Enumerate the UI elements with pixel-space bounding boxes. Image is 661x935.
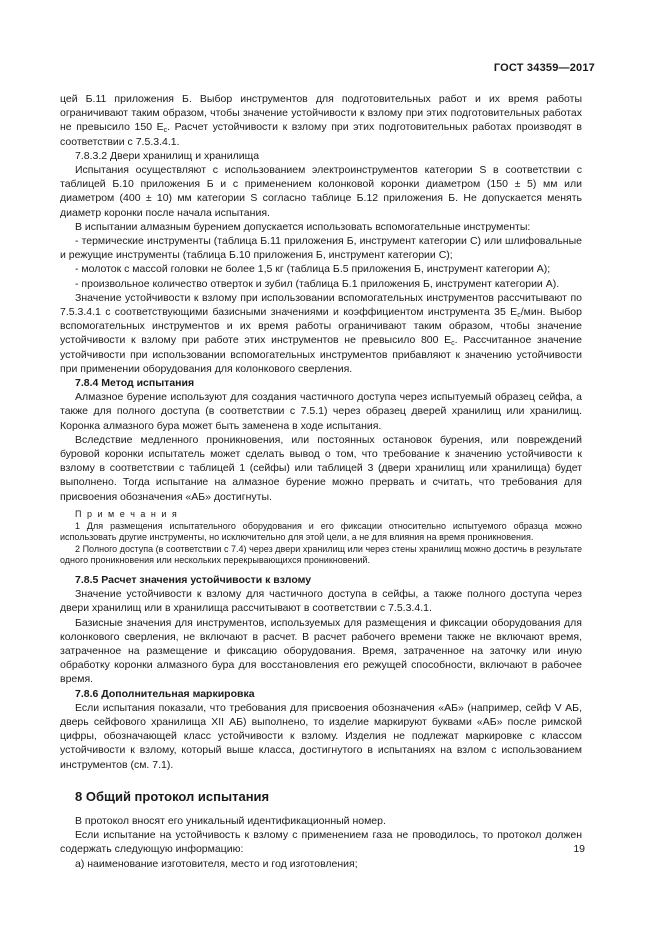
paragraph: Значение устойчивости к взлому для частичного доступа в сейфы, а также полного доступа через двери хранилищ или в хранилища рассчитывают в соответствии с 7.5.3.4.1. xyxy=(60,588,582,615)
subsection-heading-7832: 7.8.3.2 Двери хранилищ и хранилища xyxy=(75,149,260,162)
paragraph: Вследствие медленного проникновения, или постоянных остановок бурения, или повреждений буровой коронки испытатель может сделать вывод о том, что требование к значению устойчивости к взлому в соответствии с таблицей 1 (сейфы) или таблицей 3 (двери хранилищ или хранилища) будет выполнено. Тогда испытание на алмазное бурение можно прервать и считать, что требования для присвоения обозначения «АБ» достигнуты. xyxy=(60,433,582,503)
list-item: - произвольное количество отверток и зубил (таблица Б.1 приложения Б, инструмент категории А). xyxy=(75,277,560,290)
paragraph: цей Б.11 приложения Б. Выбор инструментов для подготовительных работ и их время работы ограничивают таким образом, чтобы значение устойчивости к взлому при этих подготовительных работах не превысило 150 $Е_c$. Расчет устойчивости к взлому при этих подготовительных работах производят в соответствии с 7.5.3.4.1. xyxy=(60,93,582,148)
section-heading-784: 7.8.4 Метод испытания xyxy=(75,377,195,390)
paragraph: В протокол вносят его уникальный идентификационный номер. xyxy=(75,814,386,827)
paragraph: Алмазное бурение используют для создания частичного доступа через испытуемый образец сейфа, а также для полного доступа (в соответствии с 7.5.1) через образец дверей хранилищ или хранилищ. Коронка алмазного бура может быть заменена в ходе испытания. xyxy=(60,391,582,432)
paragraph: Базисные значения для инструментов, используемых для размещения и фиксации оборудования для колонкового сверления, не включают в расчет. В расчет рабочего времени также не включают время, затраченное на размещение и фиксацию оборудования. Время, затраченное на заточку или иную обработку коронки алмазного бура для восстановления его режущей способности, включают в рабочее время. xyxy=(60,616,582,686)
paragraph: Если испытания показали, что требования для присвоения обозначения «АБ» (например, сейф V АБ, дверь сейфового хранилища XII АБ) выполнено, то изделие маркируют буквами «АБ» после римской цифры, обозначающей класс устойчивости к взлому. Изделия не подлежат маркировке с классом устойчивости к взлому, который выше класса, достигнутого в испытаниях на взлом с использованием инструментов (см. 7.1). xyxy=(60,701,582,771)
list-item: - молоток с массой головки не более 1,5 кг (таблица Б.5 приложения Б, инструмент категории А); xyxy=(75,263,551,276)
notes-title: П р и м е ч а н и я xyxy=(75,508,179,519)
page-number: 19 xyxy=(573,843,585,855)
section-heading-8: 8 Общий протокол испытания xyxy=(75,788,270,804)
section-heading-786: 7.8.6 Дополнительная маркировка xyxy=(75,687,255,700)
paragraph: В испытании алмазным бурением допускается использовать вспомогательные инструменты: xyxy=(75,220,531,233)
paragraph: Испытания осуществляют с использованием электроинструментов категории S в соответствии с таблицей Б.10 приложения Б и с применением колонковой коронки диаметром (150 ± 5) мм или диаметром (400 ± 10) мм категории S согласно таблице Б.12 приложения Б. Не допускается менять диаметр коронки после начала испытания. xyxy=(60,164,582,219)
note: 2 Полного доступа (в соответствии с 7.4) через двери хранилищ или через стены хранилищ можно достичь в результате одного проникновения или нескольких перекрывающихся проникновений. xyxy=(60,543,582,566)
paragraph: Значение устойчивости к взлому при использовании вспомогательных инструментов рассчитывают по 7.5.3.4.1 с соответствующими базисными значениями и коэффициентом инструмента 35 $Е_c$/мин. Выбор вспомогательных инструментов и их время работы ограничивают таким образом, чтобы значение устойчивости к взлому при работе этих инструментов не превысило 800 $Е_c$. Рассчитанное значение устойчивости при использовании вспомогательных инструментов прибавляют к значению устойчивости при применении оборудования для колонкового сверления. xyxy=(60,291,582,375)
list-item: а) наименование изготовителя, место и год изготовления; xyxy=(75,857,358,870)
doc-code-header: ГОСТ 34359—2017 xyxy=(493,62,595,74)
note: 1 Для размещения испытательного оборудования и его фиксации относительно испытуемого образца можно использовать другие инструменты, но исключительно для этой цели, а не для влияния на время проникновения. xyxy=(60,520,582,543)
paragraph: Если испытание на устойчивость к взлому с применением газа не проводилось, то протокол должен содержать следующую информацию: xyxy=(60,829,582,856)
document-body xyxy=(60,92,582,871)
list-item: - термические инструменты (таблица Б.11 приложения Б, инструмент категории С) или шлифовальные и режущие инструменты (таблица Б.10 приложения Б, инструмент категории С); xyxy=(60,235,582,262)
section-heading-785: 7.8.5 Расчет значения устойчивости к взлому xyxy=(75,573,312,586)
